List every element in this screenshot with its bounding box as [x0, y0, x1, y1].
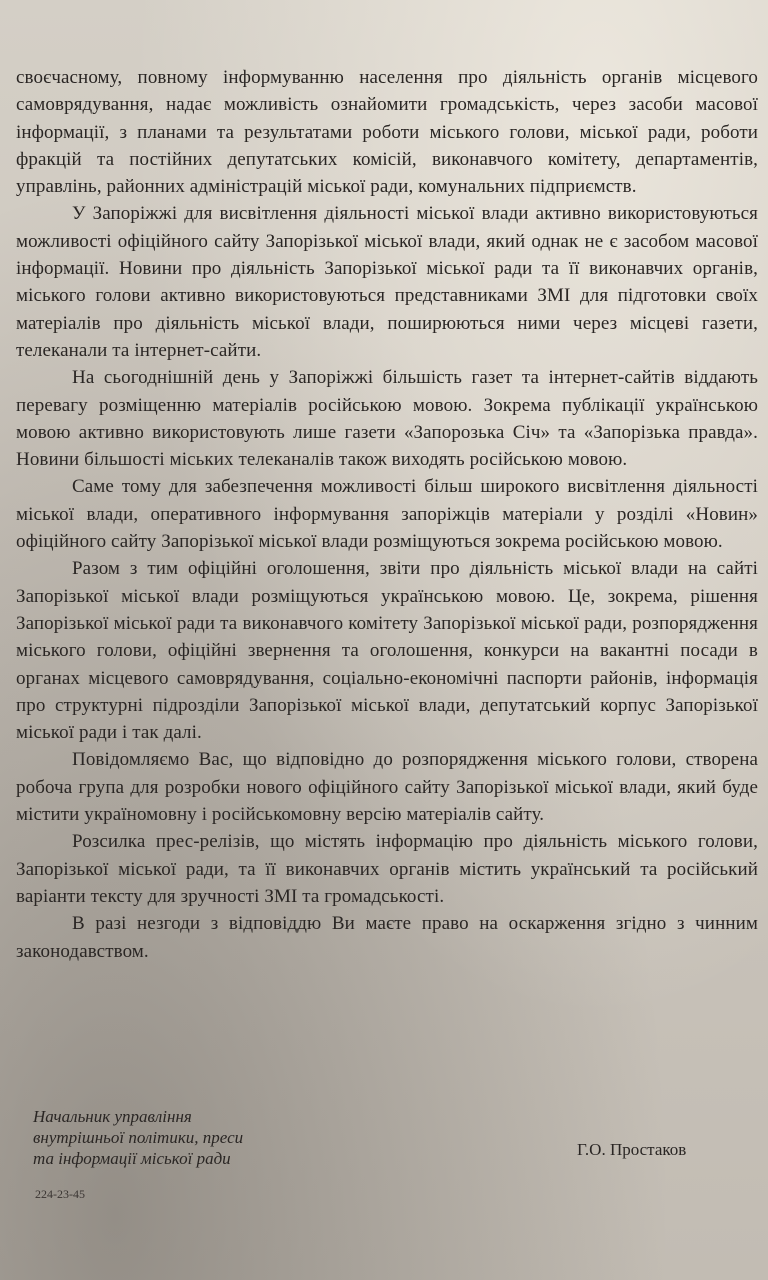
phone-number: 224-23-45 — [35, 1187, 85, 1201]
paragraph-7: Розсилка прес-релізів, що містять інформацію про діяльність міського голови, Запорізької міської ради, та її виконавчих органів містить український та російський варіанти тексту для зручності ЗМІ та громадськості. — [16, 831, 758, 907]
paragraph-2: У Запоріжжі для висвітлення діяльності міської влади активно використовуються можливості офіційного сайту Запорізької міської влади, який однак не є засобом масової інформації. Новини про діяльність Запорізької міської ради та її виконавчих органів, міського голови активно використовуються представниками ЗМІ для підготовки своїх матеріалів про діяльність міської влади, поширюються ними через місцеві газети, телеканали та інтернет-сайти. — [16, 203, 758, 361]
paragraph-4: Саме тому для забезпечення можливості більш широкого висвітлення діяльності міської влади, оперативного інформування запоріжців матеріали у розділі «Новин» офіційного сайту Запорізької міської влади розміщуються зокрема російською мовою. — [16, 476, 758, 553]
paragraph-1: своєчасному, повному інформуванню населення про діяльність органів місцевого самоврядування, надає можливість ознайомити громадськість, через засоби масової інформації, з планами та результатами роботи міського голови, міської ради, роботи фракцій та постійних депутатських комісій, виконавчого комітету, департаментів, управлінь, районних адміністрацій міської ради, комунальних підприємств. — [16, 67, 758, 198]
signatory-name: Г.О. Простаков — [577, 1140, 687, 1159]
paragraph-5: Разом з тим офіційні оголошення, звіти про діяльність міської влади на сайті Запорізької міської влади розміщуються українською мовою. Це, зокрема, рішення Запорізької міської ради та виконавчого комітету Запорізької міської ради, розпорядження міського голови, офіційні звернення та оголошення, конкурси на вакантні посади в органах місцевого самоврядування, соціально-економічні паспорти районів, інформація про структурні підрозділи Запорізької міської влади, депутатський корпус Запорізької міської ради і так далі. — [16, 558, 758, 744]
paragraph-8: В разі незгоди з відповіддю Ви маєте право на оскарження згідно з чинним законодавством. — [16, 913, 758, 962]
position-line: Начальник управління — [33, 1107, 192, 1126]
letter-body — [16, 64, 758, 965]
position-line: та інформації міської ради — [33, 1149, 231, 1168]
paragraph-3: На сьогоднішній день у Запоріжжі більшість газет та інтернет-сайтів віддають перевагу розміщенню матеріалів російською мовою. Зокрема публікації українською мовою активно використовують лише газети «Запорозька Січ» та «Запорізька правда». Новини більшості міських телеканалів також виходять російською мовою. — [16, 367, 758, 471]
paragraph-6: Повідомляємо Вас, що відповідно до розпорядження міського голови, створена робоча група для розробки нового офіційного сайту Запорізької міської влади, який буде містити україномовну і російськомовну версію матеріалів сайту. — [16, 749, 758, 826]
signature-position — [33, 1106, 243, 1169]
position-line: внутрішньої політики, преси — [33, 1128, 244, 1147]
